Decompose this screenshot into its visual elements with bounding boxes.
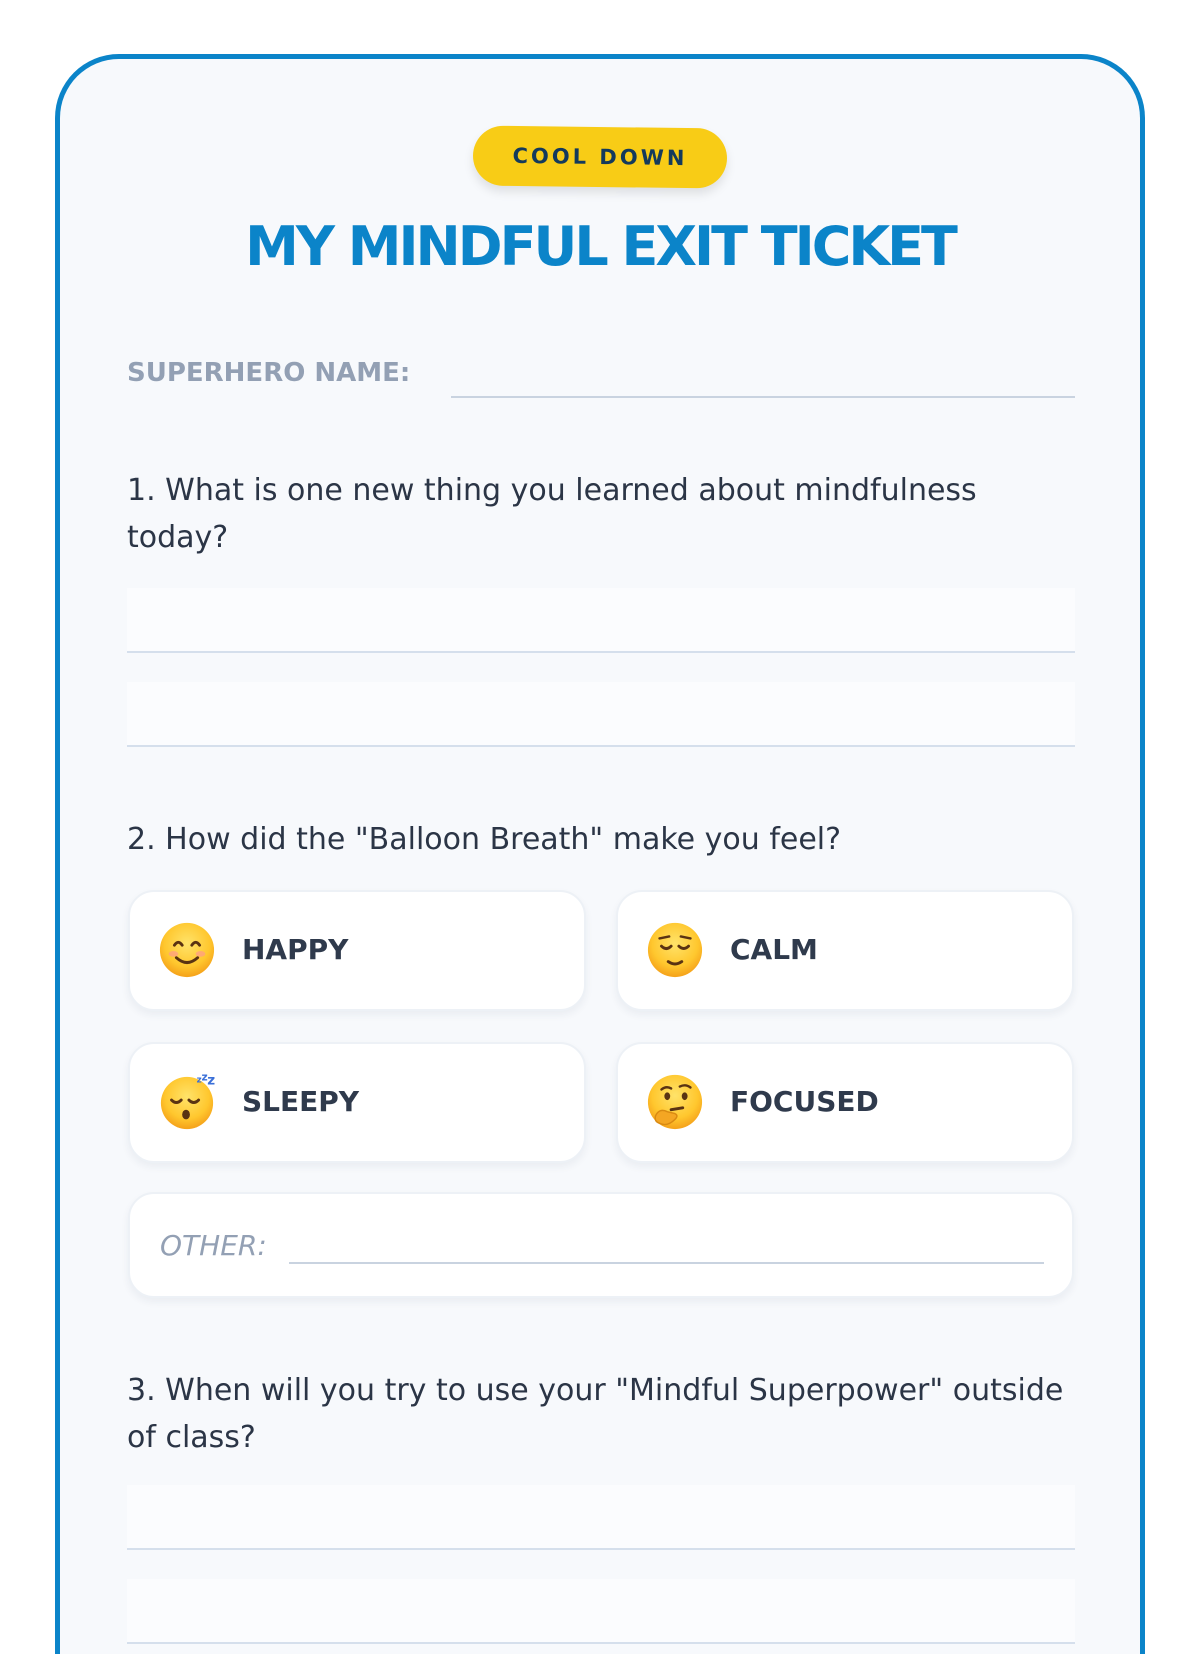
badge-label: COOL DOWN [512, 143, 688, 171]
other-feeling-box[interactable] [128, 1192, 1074, 1298]
svg-text:z: z [207, 1073, 216, 1089]
superhero-name-input[interactable] [451, 396, 1075, 398]
page-title: MY MINDFUL EXIT TICKET [245, 215, 955, 278]
relieved-face-icon [646, 921, 704, 979]
thinking-face-icon [646, 1073, 704, 1131]
other-label: OTHER: [160, 1229, 267, 1262]
cool-down-badge [473, 125, 728, 188]
superhero-name-label: SUPERHERO NAME: [127, 358, 411, 388]
feeling-option-calm[interactable] [616, 890, 1074, 1011]
smiling-face-icon [158, 921, 216, 979]
feeling-option-focused[interactable] [616, 1042, 1074, 1163]
feeling-label-focused: FOCUSED [730, 1085, 879, 1118]
feeling-option-sleepy[interactable] [128, 1042, 586, 1163]
svg-text:z: z [201, 1073, 208, 1084]
feeling-label-happy: HAPPY [242, 933, 349, 966]
feeling-label-sleepy: SLEEPY [242, 1085, 360, 1118]
question-1-answer-line-2[interactable] [127, 682, 1075, 747]
question-1-answer-line-1[interactable] [127, 588, 1075, 653]
question-3-answer-line-2[interactable] [127, 1579, 1075, 1644]
feeling-option-happy[interactable] [128, 890, 586, 1011]
question-3-answer-line-1[interactable] [127, 1485, 1075, 1550]
feeling-label-calm: CALM [730, 933, 818, 966]
svg-text:z: z [196, 1075, 202, 1086]
question-2-text: 2. How did the "Balloon Breath" make you feel? [127, 822, 842, 857]
question-1-text: 1. What is one new thing you learned about mindfulness today? [127, 473, 977, 555]
other-feeling-input[interactable] [289, 1262, 1044, 1264]
sleeping-face-icon [158, 1073, 216, 1131]
question-3-text: 3. When will you try to use your "Mindful Superpower" outside of class? [127, 1373, 1064, 1455]
